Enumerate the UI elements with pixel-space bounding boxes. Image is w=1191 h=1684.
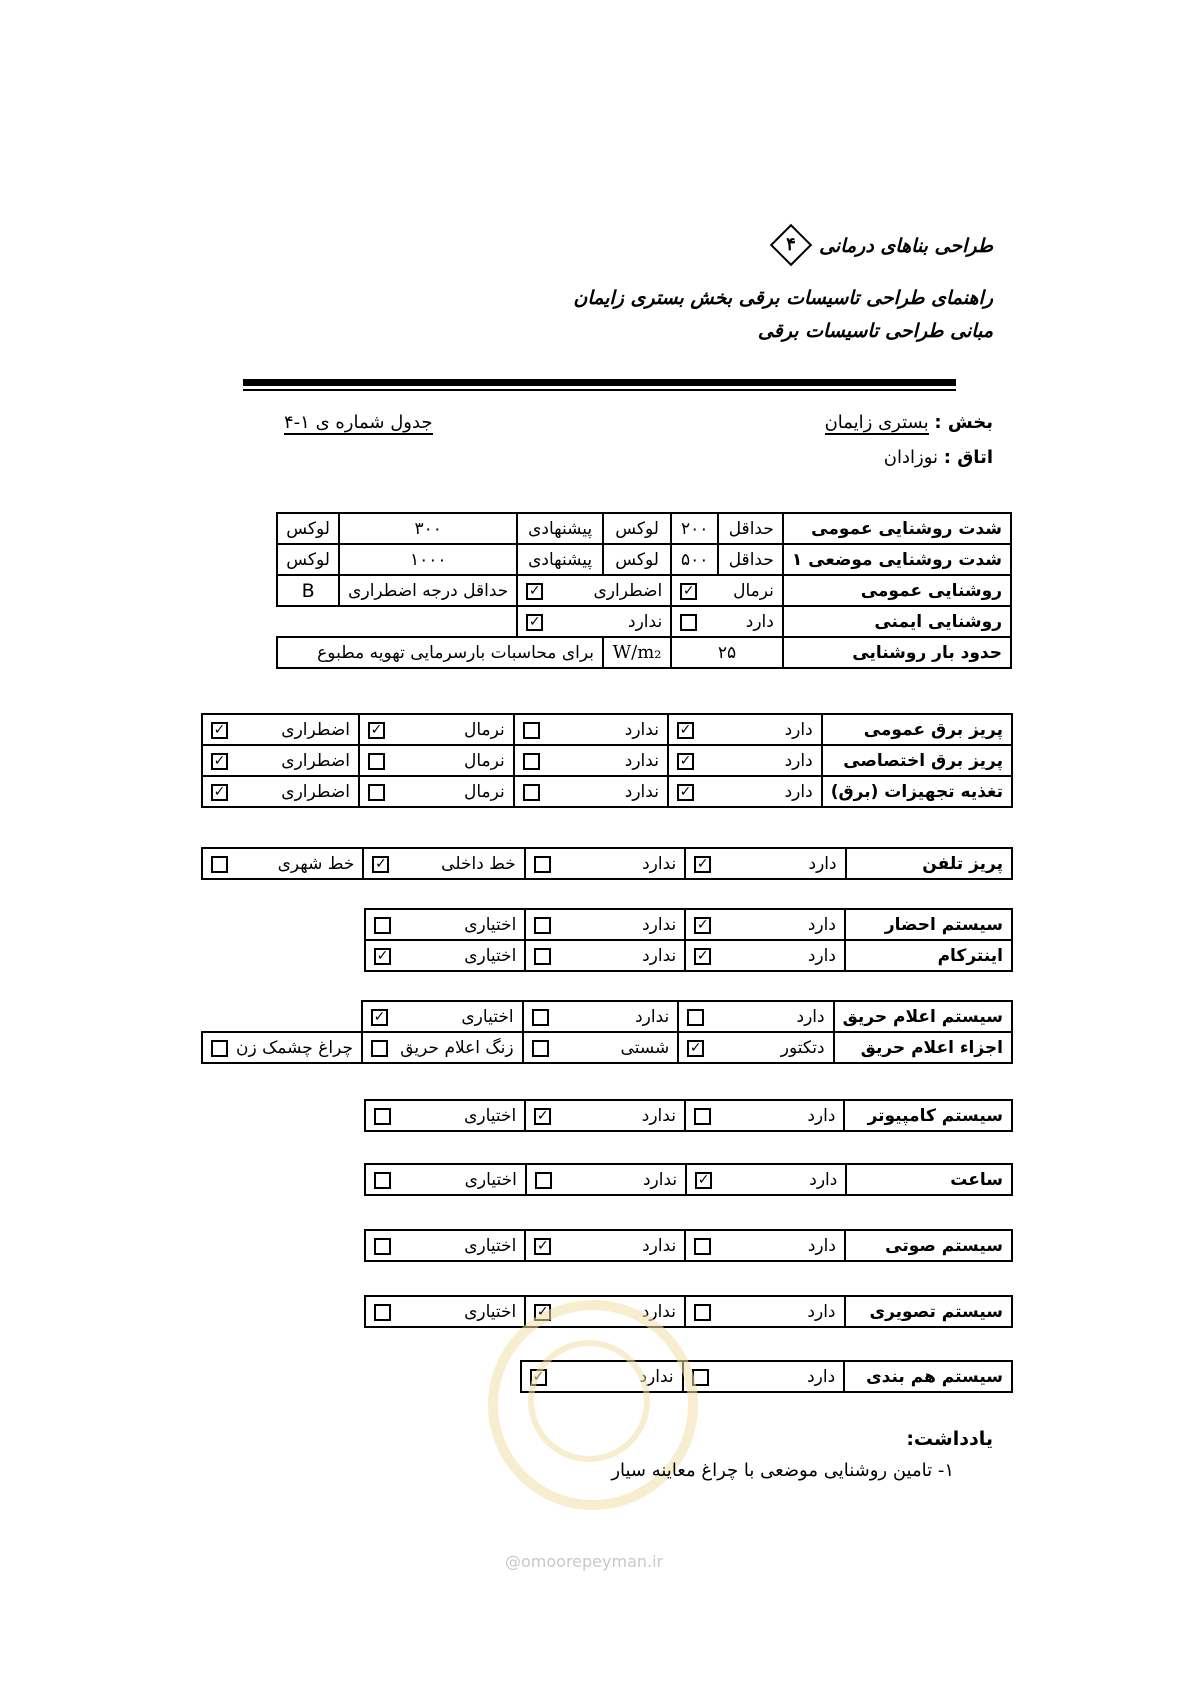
no-option [514, 714, 668, 745]
section-label: بخش : [934, 412, 993, 433]
yes-option [685, 1296, 845, 1327]
row-title: شدت روشنایی موضعی ۱ [783, 544, 1011, 575]
general-intensity-row [277, 513, 1011, 544]
bell-label: زنگ اعلام حریق [400, 1037, 514, 1058]
header-line1: طراحی بناهای درمانی [819, 235, 993, 257]
city-option [202, 848, 363, 879]
checkbox-no[interactable] [534, 856, 551, 873]
yes-option [668, 714, 822, 745]
table-number: جدول شماره ی ۱-۴ [284, 412, 433, 433]
clock-table [364, 1163, 1013, 1196]
room-label: اتاق : [943, 447, 993, 468]
row-title: سیستم هم بندی [844, 1361, 1012, 1392]
lighting-load-row [277, 637, 1011, 668]
optional-option [365, 1164, 526, 1195]
row-title: سیستم تصویری [845, 1296, 1013, 1327]
stamp-inner-ring-icon [528, 1340, 650, 1462]
checkbox-yes[interactable] [687, 1009, 704, 1026]
checkbox-emergency[interactable] [526, 583, 543, 600]
call-row-0 [365, 909, 1012, 940]
bell-option [362, 1032, 523, 1063]
row-title: پریز برق عمومی [822, 714, 1012, 745]
min-value: ۲۰۰ [671, 513, 718, 544]
optional-label: اختیاری [464, 1105, 517, 1126]
safety-lighting-row [277, 606, 1011, 637]
checkbox-optional[interactable] [374, 948, 391, 965]
no-option [523, 1001, 679, 1032]
checkbox-no[interactable] [523, 753, 540, 770]
checkbox-yes[interactable] [677, 753, 694, 770]
min-label: حداقل [718, 544, 783, 575]
optional-label: اختیاری [464, 1301, 517, 1322]
optional-label: اختیاری [461, 1006, 514, 1027]
rec-label: پیشنهادی [517, 544, 603, 575]
optional-option [365, 940, 525, 971]
checkbox-emergency[interactable] [211, 722, 228, 739]
optional-label: اختیاری [464, 1169, 517, 1190]
push-option [523, 1032, 679, 1063]
no-option [526, 1164, 686, 1195]
chapter-badge [770, 224, 812, 266]
yes-option [678, 1001, 833, 1032]
checkbox-push[interactable] [532, 1040, 549, 1057]
audio-table [364, 1229, 1013, 1262]
checkbox-emergency[interactable] [211, 753, 228, 770]
optional-option [365, 909, 525, 940]
checkbox-normal[interactable] [368, 784, 385, 801]
fire-parts-row [202, 1032, 1012, 1063]
yes-option [671, 606, 783, 637]
checkbox-yes[interactable] [695, 1172, 712, 1189]
no-label: ندارد [641, 1105, 676, 1126]
checkbox-detector[interactable] [687, 1040, 704, 1057]
internal-label: خط داخلی [441, 853, 516, 874]
no-label: ندارد [639, 1366, 674, 1387]
no-label: ندارد [635, 1006, 670, 1027]
no-label: ندارد [642, 945, 677, 966]
min-grade-label: حداقل درجه اضطراری [339, 575, 517, 606]
normal-option [359, 745, 514, 776]
optional-option [362, 1001, 523, 1032]
emergency-label: اضطراری [281, 781, 350, 802]
yes-label: دارد [807, 1105, 836, 1126]
section-value: بستری زایمان [824, 412, 929, 433]
city-label: خط شهری [277, 853, 355, 874]
no-label: ندارد [642, 1169, 678, 1190]
row-title: روشنایی عمومی [783, 575, 1011, 606]
yes-option [685, 1230, 845, 1261]
flasher-option [202, 1032, 362, 1063]
checkbox-yes[interactable] [694, 1108, 711, 1125]
header-line2: راهنمای طراحی تاسیسات برقی بخش بستری زایمان [573, 287, 993, 309]
no-label: ندارد [624, 781, 659, 802]
row-title: اینترکام [845, 940, 1012, 971]
empty-cell [202, 1001, 362, 1032]
yes-option [685, 848, 845, 879]
checkbox-optional[interactable] [374, 1108, 391, 1125]
checkbox-yes[interactable] [694, 948, 711, 965]
detector-option [678, 1032, 833, 1063]
emergency-option [202, 776, 359, 807]
yes-option [685, 940, 845, 971]
no-label: ندارد [624, 719, 659, 740]
yes-label: دارد [809, 1169, 838, 1190]
empty-cell [277, 606, 517, 637]
min-grade-value: B [277, 575, 339, 606]
rec-label: پیشنهادی [517, 513, 603, 544]
power-row-1 [202, 745, 1012, 776]
yes-label: دارد [807, 1366, 836, 1387]
no-option [517, 606, 671, 637]
note-item: ۱- تامین روشنایی موضعی با چراغ معاینه سیار [611, 1460, 954, 1481]
phone-table [201, 847, 1013, 880]
checkbox-no[interactable] [534, 917, 551, 934]
rec-unit: لوکس [277, 513, 339, 544]
checkbox-yes[interactable] [677, 784, 694, 801]
call-table [364, 908, 1013, 972]
fire-system-row [202, 1001, 1012, 1032]
yes-option [685, 909, 845, 940]
no-label: ندارد [624, 750, 659, 771]
row-title: شدت روشنایی عمومی [783, 513, 1011, 544]
flasher-label: چراغ چشمک زن [235, 1037, 353, 1058]
row-title: سیستم احضار [845, 909, 1012, 940]
emergency-option [202, 745, 359, 776]
phone-row [202, 848, 1012, 879]
checkbox-optional[interactable] [374, 917, 391, 934]
optional-label: اختیاری [464, 945, 517, 966]
no-option [525, 848, 685, 879]
rec-unit: لوکس [277, 544, 339, 575]
yes-option [668, 776, 822, 807]
header-rule-thin [243, 389, 956, 391]
no-option [525, 909, 685, 940]
checkbox-yes[interactable] [677, 722, 694, 739]
min-value: ۵۰۰ [671, 544, 718, 575]
fire-table [201, 1000, 1013, 1064]
checkbox-yes[interactable] [694, 1238, 711, 1255]
row-title: تغذیه تجهیزات (برق) [822, 776, 1012, 807]
yes-option [683, 1361, 845, 1392]
header-title [764, 232, 993, 262]
no-label: ندارد [642, 914, 677, 935]
row-title: اجزاء اعلام حریق [834, 1032, 1012, 1063]
row-title: ساعت [846, 1164, 1012, 1195]
no-option [525, 1100, 685, 1131]
no-label: ندارد [642, 853, 677, 874]
checkbox-yes[interactable] [694, 917, 711, 934]
checkbox-no[interactable] [523, 722, 540, 739]
watermark-text: @omoorepeyman.ir [505, 1552, 664, 1571]
system-row-1 [365, 1164, 1012, 1195]
min-unit: لوکس [603, 513, 671, 544]
optional-label: اختیاری [464, 914, 517, 935]
row-title: سیستم صوتی [845, 1230, 1012, 1261]
yes-label: دارد [796, 1006, 825, 1027]
yes-label: دارد [807, 1301, 836, 1322]
checkbox-no[interactable] [534, 1238, 551, 1255]
no-label: ندارد [641, 1301, 676, 1322]
yes-option [686, 1164, 846, 1195]
room-value: نوزادان [883, 447, 939, 468]
normal-option [671, 575, 783, 606]
normal-label: نرمال [463, 781, 505, 802]
load-unit: W/m₂ [603, 637, 671, 668]
checkbox-city[interactable] [211, 856, 228, 873]
row-title: سیستم کامپیوتر [844, 1100, 1012, 1131]
system-row-2 [365, 1230, 1012, 1261]
emergency-label: اضطراری [281, 719, 350, 740]
lighting-table [276, 512, 1012, 669]
row-title: حدود بار روشنایی [783, 637, 1011, 668]
yes-label: دارد [784, 750, 813, 771]
optional-option [365, 1230, 525, 1261]
chapter-number: ۴ [786, 234, 797, 255]
checkbox-optional[interactable] [374, 1172, 391, 1189]
checkbox-optional[interactable] [371, 1009, 388, 1026]
yes-label: دارد [808, 853, 837, 874]
checkbox-optional[interactable] [374, 1238, 391, 1255]
no-option [514, 745, 668, 776]
checkbox-emergency[interactable] [211, 784, 228, 801]
optional-label: اختیاری [464, 1235, 517, 1256]
optional-option [365, 1100, 525, 1131]
load-note: برای محاسبات بارسرمایی تهویه مطبوع [277, 637, 603, 668]
yes-option [668, 745, 822, 776]
notes-title: یادداشت: [906, 1428, 993, 1450]
optional-option [365, 1296, 525, 1327]
detector-label: دتکتور [780, 1037, 825, 1058]
yes-label: دارد [784, 719, 813, 740]
emergency-label: اضطراری [281, 750, 350, 771]
internal-option [363, 848, 524, 879]
checkbox-no[interactable] [523, 784, 540, 801]
checkbox-no[interactable] [532, 1009, 549, 1026]
header-rule-thick [243, 379, 956, 386]
power-row-2 [202, 776, 1012, 807]
checkbox-yes[interactable] [694, 1304, 711, 1321]
checkbox-yes[interactable] [694, 856, 711, 873]
room-line [884, 447, 993, 468]
no-option [525, 1230, 685, 1261]
rec-value: ۳۰۰ [339, 513, 517, 544]
load-value: ۲۵ [671, 637, 783, 668]
yes-option [685, 1100, 845, 1131]
checkbox-optional[interactable] [374, 1304, 391, 1321]
row-title: روشنایی ایمنی [783, 606, 1011, 637]
emergency-label: اضطراری [593, 580, 663, 601]
yes-label: دارد [807, 1235, 836, 1256]
normal-option [359, 714, 514, 745]
yes-label: دارد [807, 945, 836, 966]
row-title: سیستم اعلام حریق [834, 1001, 1012, 1032]
checkbox-normal[interactable] [368, 753, 385, 770]
checkbox-internal[interactable] [372, 856, 389, 873]
section-line [825, 412, 993, 433]
yes-label: دارد [807, 914, 836, 935]
normal-label: نرمال [463, 750, 505, 771]
min-label: حداقل [718, 513, 783, 544]
normal-label: نرمال [463, 719, 505, 740]
normal-option [359, 776, 514, 807]
general-lighting-row [277, 575, 1011, 606]
emergency-option [517, 575, 671, 606]
computer-table [364, 1099, 1013, 1132]
header-line3: مبانی طراحی تاسیسات برقی [757, 320, 993, 342]
checkbox-no[interactable] [535, 1172, 552, 1189]
checkbox-normal[interactable] [368, 722, 385, 739]
video-table [364, 1295, 1013, 1328]
no-label: ندارد [628, 611, 663, 632]
checkbox-normal[interactable] [680, 583, 697, 600]
checkbox-no[interactable] [534, 1108, 551, 1125]
system-row-3 [365, 1296, 1012, 1327]
normal-label: نرمال [733, 580, 774, 601]
push-label: شستی [620, 1037, 670, 1058]
yes-label: دارد [745, 611, 774, 632]
checkbox-flasher[interactable] [211, 1040, 228, 1057]
rec-value: ۱۰۰۰ [339, 544, 517, 575]
checkbox-no[interactable] [534, 948, 551, 965]
checkbox-yes[interactable] [680, 614, 697, 631]
checkbox-bell[interactable] [371, 1040, 388, 1057]
emergency-option [202, 714, 359, 745]
power-table [201, 713, 1013, 808]
system-row-0 [365, 1100, 1012, 1131]
checkbox-no[interactable] [526, 614, 543, 631]
call-row-1 [365, 940, 1012, 971]
min-unit: لوکس [603, 544, 671, 575]
local-intensity-row [277, 544, 1011, 575]
no-option [525, 940, 685, 971]
row-title: پریز تلفن [846, 848, 1012, 879]
yes-label: دارد [784, 781, 813, 802]
row-title: پریز برق اختصاصی [822, 745, 1012, 776]
no-option [514, 776, 668, 807]
power-row-0 [202, 714, 1012, 745]
no-label: ندارد [642, 1235, 677, 1256]
